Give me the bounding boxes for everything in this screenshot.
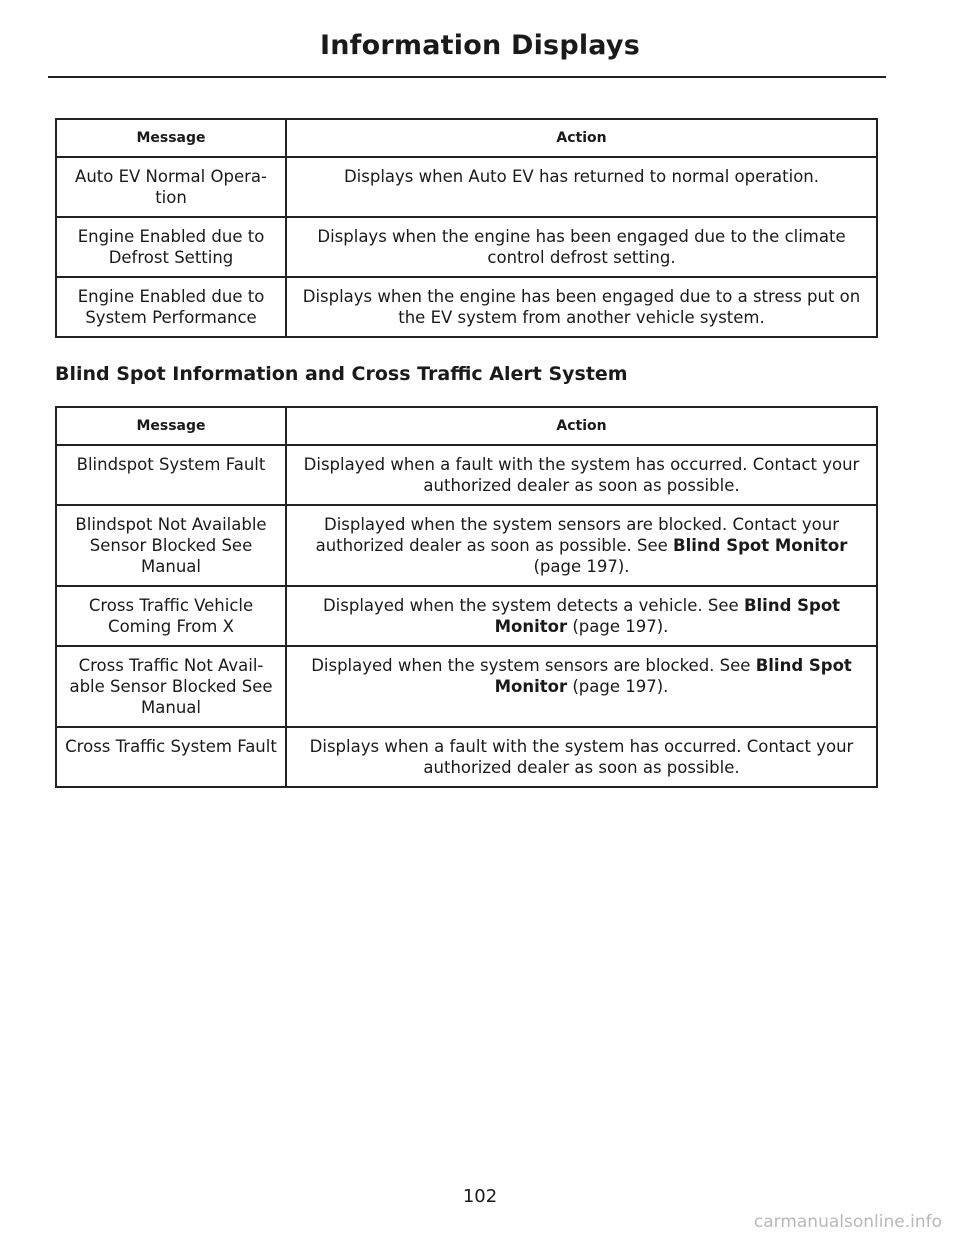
watermark: carmanualsonline.info — [753, 1212, 942, 1232]
table-row — [56, 505, 877, 586]
sentence-end: . — [663, 677, 669, 696]
action-cell: Displays when Auto EV has returned to normal operation. — [286, 157, 877, 217]
action-cell: Displays when the engine has been engaged due to the climate control defrost setting. — [286, 217, 877, 277]
message-cell: Cross Traffic Vehicle Coming From X — [56, 586, 286, 646]
message-cell: Cross Traffic System Fault — [56, 727, 286, 787]
ev-messages-table — [55, 118, 878, 338]
sentence-end: . — [663, 617, 669, 636]
page-number: 102 — [462, 1186, 498, 1207]
action-cell: Displayed when a fault with the system has occurred. Contact your authorized dealer as soon as possible. — [286, 445, 877, 505]
header-divider — [48, 76, 886, 78]
section-heading: Blind Spot Information and Cross Traffic Alert System — [55, 363, 628, 385]
message-cell: Cross Traffic Not Avail-able Sensor Blocked See Manual — [56, 646, 286, 727]
page-reference: (page 197) — [533, 557, 625, 576]
column-header-action: Action — [286, 407, 877, 445]
action-cell — [286, 505, 877, 586]
table-row — [56, 157, 877, 217]
action-text: Displayed when the system sensors are blocked. See — [311, 656, 756, 675]
message-cell: Blindspot Not Available Sensor Blocked See Manual — [56, 505, 286, 586]
action-cell: Displays when the engine has been engaged due to a stress put on the EV system from another vehicle system. — [286, 277, 877, 337]
action-text: Displayed when the system detects a vehicle. See — [322, 596, 744, 615]
message-cell: Blindspot System Fault — [56, 445, 286, 505]
table-row — [56, 445, 877, 505]
column-header-action: Action — [286, 119, 877, 157]
table-row — [56, 277, 877, 337]
column-header-message: Message — [56, 119, 286, 157]
column-header-message: Message — [56, 407, 286, 445]
blind-spot-monitor-link[interactable]: Blind Spot Monitor — [494, 656, 852, 696]
action-text: Displayed when the system sensors are blocked. Contact your authorized dealer as soon as possible. See — [315, 515, 839, 555]
action-cell: Displays when a fault with the system has occurred. Contact your authorized dealer as soon as possible. — [286, 727, 877, 787]
action-cell — [286, 646, 877, 727]
table-row — [56, 727, 877, 787]
sentence-end: . — [624, 557, 630, 576]
blind-spot-monitor-link[interactable]: Blind Spot Monitor — [673, 536, 848, 555]
action-cell — [286, 586, 877, 646]
table-row — [56, 217, 877, 277]
message-cell: Auto EV Normal Opera-tion — [56, 157, 286, 217]
blind-spot-monitor-link[interactable]: Blind Spot Monitor — [494, 596, 841, 636]
blind-spot-messages-table — [55, 406, 878, 788]
page-reference: (page 197) — [572, 677, 664, 696]
message-cell: Engine Enabled due to System Performance — [56, 277, 286, 337]
message-cell: Engine Enabled due to Defrost Setting — [56, 217, 286, 277]
table-row — [56, 646, 877, 727]
table-row — [56, 586, 877, 646]
page-reference: (page 197) — [572, 617, 664, 636]
page-title: Information Displays — [320, 30, 640, 61]
